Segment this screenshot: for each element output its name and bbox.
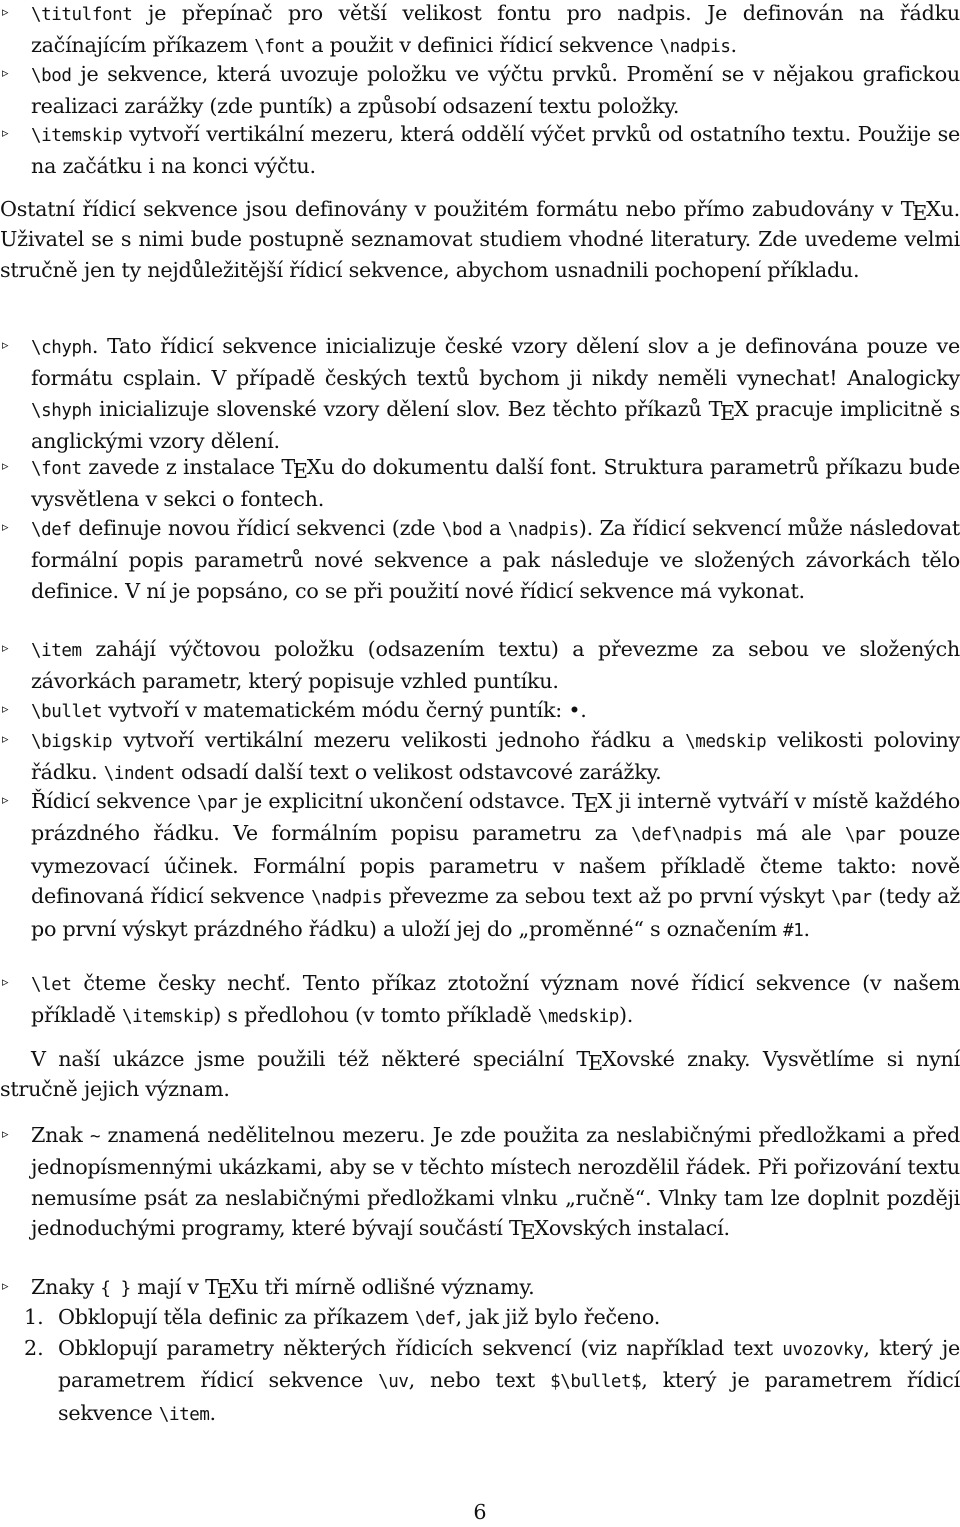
list-item-text <box>31 968 960 1033</box>
text-run: vytvoří vertikální mezeru, která oddělí výčet prvků od ostatního textu. Použije se na začátku i na konci výčtu. <box>31 122 960 179</box>
text-run: ovské znaky. Vysvětlíme si nyní stručně jejich význam. <box>0 1047 960 1102</box>
code-command: { } <box>100 1279 131 1299</box>
list-item-let <box>0 968 960 1033</box>
text-run: Obklopují parametry některých řídicích sekvencí (viz například text <box>58 1336 783 1360</box>
text-run: mají v <box>130 1275 206 1299</box>
tex-logo: TEX <box>508 1216 549 1245</box>
list-item-text <box>31 513 960 606</box>
code-command: \def <box>31 520 72 540</box>
numbered-item-2 <box>0 1333 960 1430</box>
text-run: pracuje implicitně s anglickými vzory dělení. <box>31 396 960 454</box>
list-item-text <box>31 119 960 182</box>
list-item-chyph <box>0 331 960 457</box>
triangle-bullet-icon: ▹ <box>2 975 9 990</box>
text-run: V naší ukázce jsme použili též některé speciální <box>31 1047 577 1071</box>
numbered-item-1 <box>0 1302 960 1334</box>
triangle-bullet-icon: ▹ <box>2 520 9 535</box>
code-command: \item <box>31 641 82 661</box>
list-item-item <box>0 634 960 697</box>
code-command: \par <box>196 793 238 813</box>
triangle-bullet-icon: ▹ <box>2 702 9 717</box>
code-command: \font <box>31 459 82 479</box>
code-command: \uv <box>378 1372 409 1393</box>
list-item-text <box>31 1120 960 1244</box>
triangle-bullet-icon: ▹ <box>2 1127 9 1142</box>
text-run: je přepínač pro větší velikost fontu pro nadpis. Je definován na řádku začínajícím příkazem <box>31 1 960 58</box>
code-command: \bod <box>31 66 72 86</box>
code-command: \titulfont <box>31 5 133 25</box>
list-item-text <box>31 59 960 122</box>
text-run: Řídicí sekvence <box>31 789 197 813</box>
text-run: ovských instalací. <box>548 1216 730 1241</box>
code-command: \par <box>845 825 886 846</box>
paragraph-other-sequences <box>0 194 960 285</box>
text-run: ). <box>618 1003 634 1028</box>
code-command: ~ <box>90 1127 101 1147</box>
text-run: u. Uživatel se s nimi bude postupně seznamovat studiem vhodné literatury. Zde uvedeme velmi stručně jen ty nejdůležitější řídicí sekvence, abychom usnadnili pochopení příkladu. <box>0 197 960 282</box>
text-run: . <box>209 1400 216 1425</box>
text-run: inicializuje slovenské vzory dělení slov. Bez těchto příkazů <box>91 396 709 421</box>
list-item-bullet <box>0 695 960 727</box>
text-run: ) s předlohou (v tomto příkladě <box>213 1003 538 1028</box>
text-run: , nebo text <box>408 1368 551 1393</box>
triangle-bullet-icon: ▹ <box>2 1279 9 1294</box>
text-run: a použit v definici řídicí sekvence <box>304 33 660 58</box>
list-item-titulfont <box>0 0 960 63</box>
text-run: odsadí další text o velikost odstavcové zarážky. <box>174 760 662 785</box>
list-item-bigskip <box>0 725 960 790</box>
text-run: zavede z instalace <box>81 455 282 479</box>
code-command: \medskip <box>537 1007 619 1028</box>
text-run: (tedy až po první výskyt prázdného řádku) a uloží jej do „proměnné“ s označením <box>31 884 960 941</box>
text-run: je sekvence, která uvozuje položku ve výčtu prvků. Promění se v nějakou grafickou realizaci zarážky (zde puntík) a způsobí odsazení textu položky. <box>31 62 960 119</box>
list-item-par <box>0 786 960 946</box>
list-item-itemskip <box>0 119 960 182</box>
tex-logo: TEX <box>571 789 612 817</box>
list-item-tilde <box>0 1120 960 1244</box>
paragraph-special-chars <box>0 1044 960 1105</box>
text-run: ). Za řídicí sekvencí může následovat formální popis parametrů nové sekvence a pak následuje ve složených závorkách tělo definice. V ní je popsáno, co se při použití nové řídicí sekvence má vykonat. <box>31 516 960 603</box>
text-run: , který je parametrem řídicí sekvence <box>58 1336 960 1393</box>
list-item-text <box>31 634 960 697</box>
code-command: \nadpis <box>659 37 731 58</box>
text-run: Znak <box>31 1123 90 1147</box>
text-run: má ale <box>742 821 846 846</box>
list-item-braces <box>0 1272 960 1304</box>
text-run: vytvoří vertikální mezeru velikosti jednoho řádku a <box>112 728 686 752</box>
text-run: definuje novou řídicí sekvenci (zde <box>71 516 442 540</box>
triangle-bullet-icon: ▹ <box>2 126 9 141</box>
text-run: pouze vymezovací účinek. Formální popis parametru v našem příkladě čteme takto: nově definovaná řídicí sekvence <box>31 821 960 909</box>
text-run: převezme za sebou text až po první výskyt <box>382 884 832 909</box>
list-item-text <box>31 725 960 790</box>
triangle-bullet-icon: ▹ <box>2 793 9 808</box>
text-run: znamená nedělitelnou mezeru. Je zde použita za neslabičnými předložkami a před jednopísmennými ukázkami, aby se v těchto místech nerozdělil řádek. Při pořizování textu nemusíme psát za neslabičnými předložkami vlnku „ručně“. Vlnky tam lze doplnit později jednoduchými programy, které bývají součástí <box>31 1123 960 1241</box>
list-item-font <box>0 452 960 515</box>
tex-logo: TEX <box>900 197 941 225</box>
triangle-bullet-icon: ▹ <box>2 5 9 20</box>
text-run: zahájí výčtovou položku (odsazením textu) a převezme za sebou ve složených závorkách parametr, který popisuje vzhled puntíku. <box>31 637 960 694</box>
triangle-bullet-icon: ▹ <box>2 66 9 81</box>
list-item-text <box>31 1272 960 1304</box>
text-run: Znaky <box>31 1275 101 1299</box>
code-command: \def\nadpis <box>631 825 743 846</box>
text-run: je explicitní ukončení odstavce. <box>237 789 572 813</box>
list-item-text <box>31 695 960 727</box>
text-run: vytvoří v matematickém módu černý puntík: •. <box>101 698 587 722</box>
code-command: uvozovky <box>782 1340 864 1360</box>
text-run: . <box>803 916 810 941</box>
code-command: $\bullet$ <box>550 1372 642 1393</box>
code-command: \itemskip <box>122 1007 214 1028</box>
list-item-text <box>31 452 960 515</box>
list-item-text <box>31 0 960 63</box>
code-command: \indent <box>103 764 175 785</box>
text-run: , který je parametrem řídicí sekvence <box>58 1368 960 1425</box>
text-run: u tři mírně odlišné významy. <box>245 1275 535 1299</box>
text-run: čteme česky nechť. Tento příkaz ztotožní význam nové řídicí sekvence (v našem příkladě <box>31 971 960 1028</box>
triangle-bullet-icon: ▹ <box>2 338 9 353</box>
item-number: 2. <box>24 1336 44 1360</box>
text-run: . Tato řídicí sekvence inicializuje české vzory dělení slov a je definována pouze ve formátu csplain. V případě českých textů bychom ji nikdy neměli vynechat! Analogicky <box>31 334 960 391</box>
code-command: \let <box>31 975 72 995</box>
code-command: \font <box>254 37 305 58</box>
text-run: , jak již bylo řečeno. <box>455 1305 661 1329</box>
code-command: \bullet <box>31 702 102 722</box>
code-command: \item <box>158 1404 210 1425</box>
list-item-bod <box>0 59 960 122</box>
text-run: velikosti poloviny řádku. <box>31 728 960 785</box>
code-command: \def <box>414 1309 456 1329</box>
tex-logo: TEX <box>281 455 322 483</box>
triangle-bullet-icon: ▹ <box>2 641 9 656</box>
triangle-bullet-icon: ▹ <box>2 732 9 747</box>
text-run: . <box>730 33 737 58</box>
item-number: 1. <box>24 1305 44 1329</box>
triangle-bullet-icon: ▹ <box>2 459 9 474</box>
list-item-def <box>0 513 960 606</box>
code-command: \nadpis <box>507 520 579 540</box>
page-number: 6 <box>473 1500 487 1524</box>
text-run: u do dokumentu další font. Struktura parametrů příkazu bude vysvětlena v sekci o fontech. <box>31 455 960 512</box>
text-run: ji interně vytváří v místě každého prázdného řádku. Ve formálním popisu parametru za <box>31 789 960 846</box>
tex-logo: TEX <box>205 1275 246 1303</box>
list-item-text <box>31 331 960 457</box>
code-command: \itemskip <box>31 126 123 146</box>
code-command: \bod <box>441 520 483 540</box>
code-command: \medskip <box>685 732 767 752</box>
code-command: \shyph <box>31 400 92 421</box>
code-command: \par <box>831 888 872 909</box>
code-command: \chyph <box>31 338 92 358</box>
code-command: \bigskip <box>31 732 113 752</box>
tex-logo: TEX <box>576 1047 617 1075</box>
list-item-text <box>31 786 960 946</box>
list-item-text <box>58 1333 960 1430</box>
tex-logo: TEX <box>708 396 749 425</box>
code-command: \nadpis <box>311 888 383 909</box>
code-command: #1 <box>783 920 804 941</box>
text-run: a <box>482 516 508 540</box>
text-run: Ostatní řídicí sekvence jsou definovány v použitém formátu nebo přímo zabudovány v <box>0 197 901 221</box>
list-item-text <box>58 1302 960 1334</box>
text-run: Obklopují těla definic za příkazem <box>58 1305 415 1329</box>
